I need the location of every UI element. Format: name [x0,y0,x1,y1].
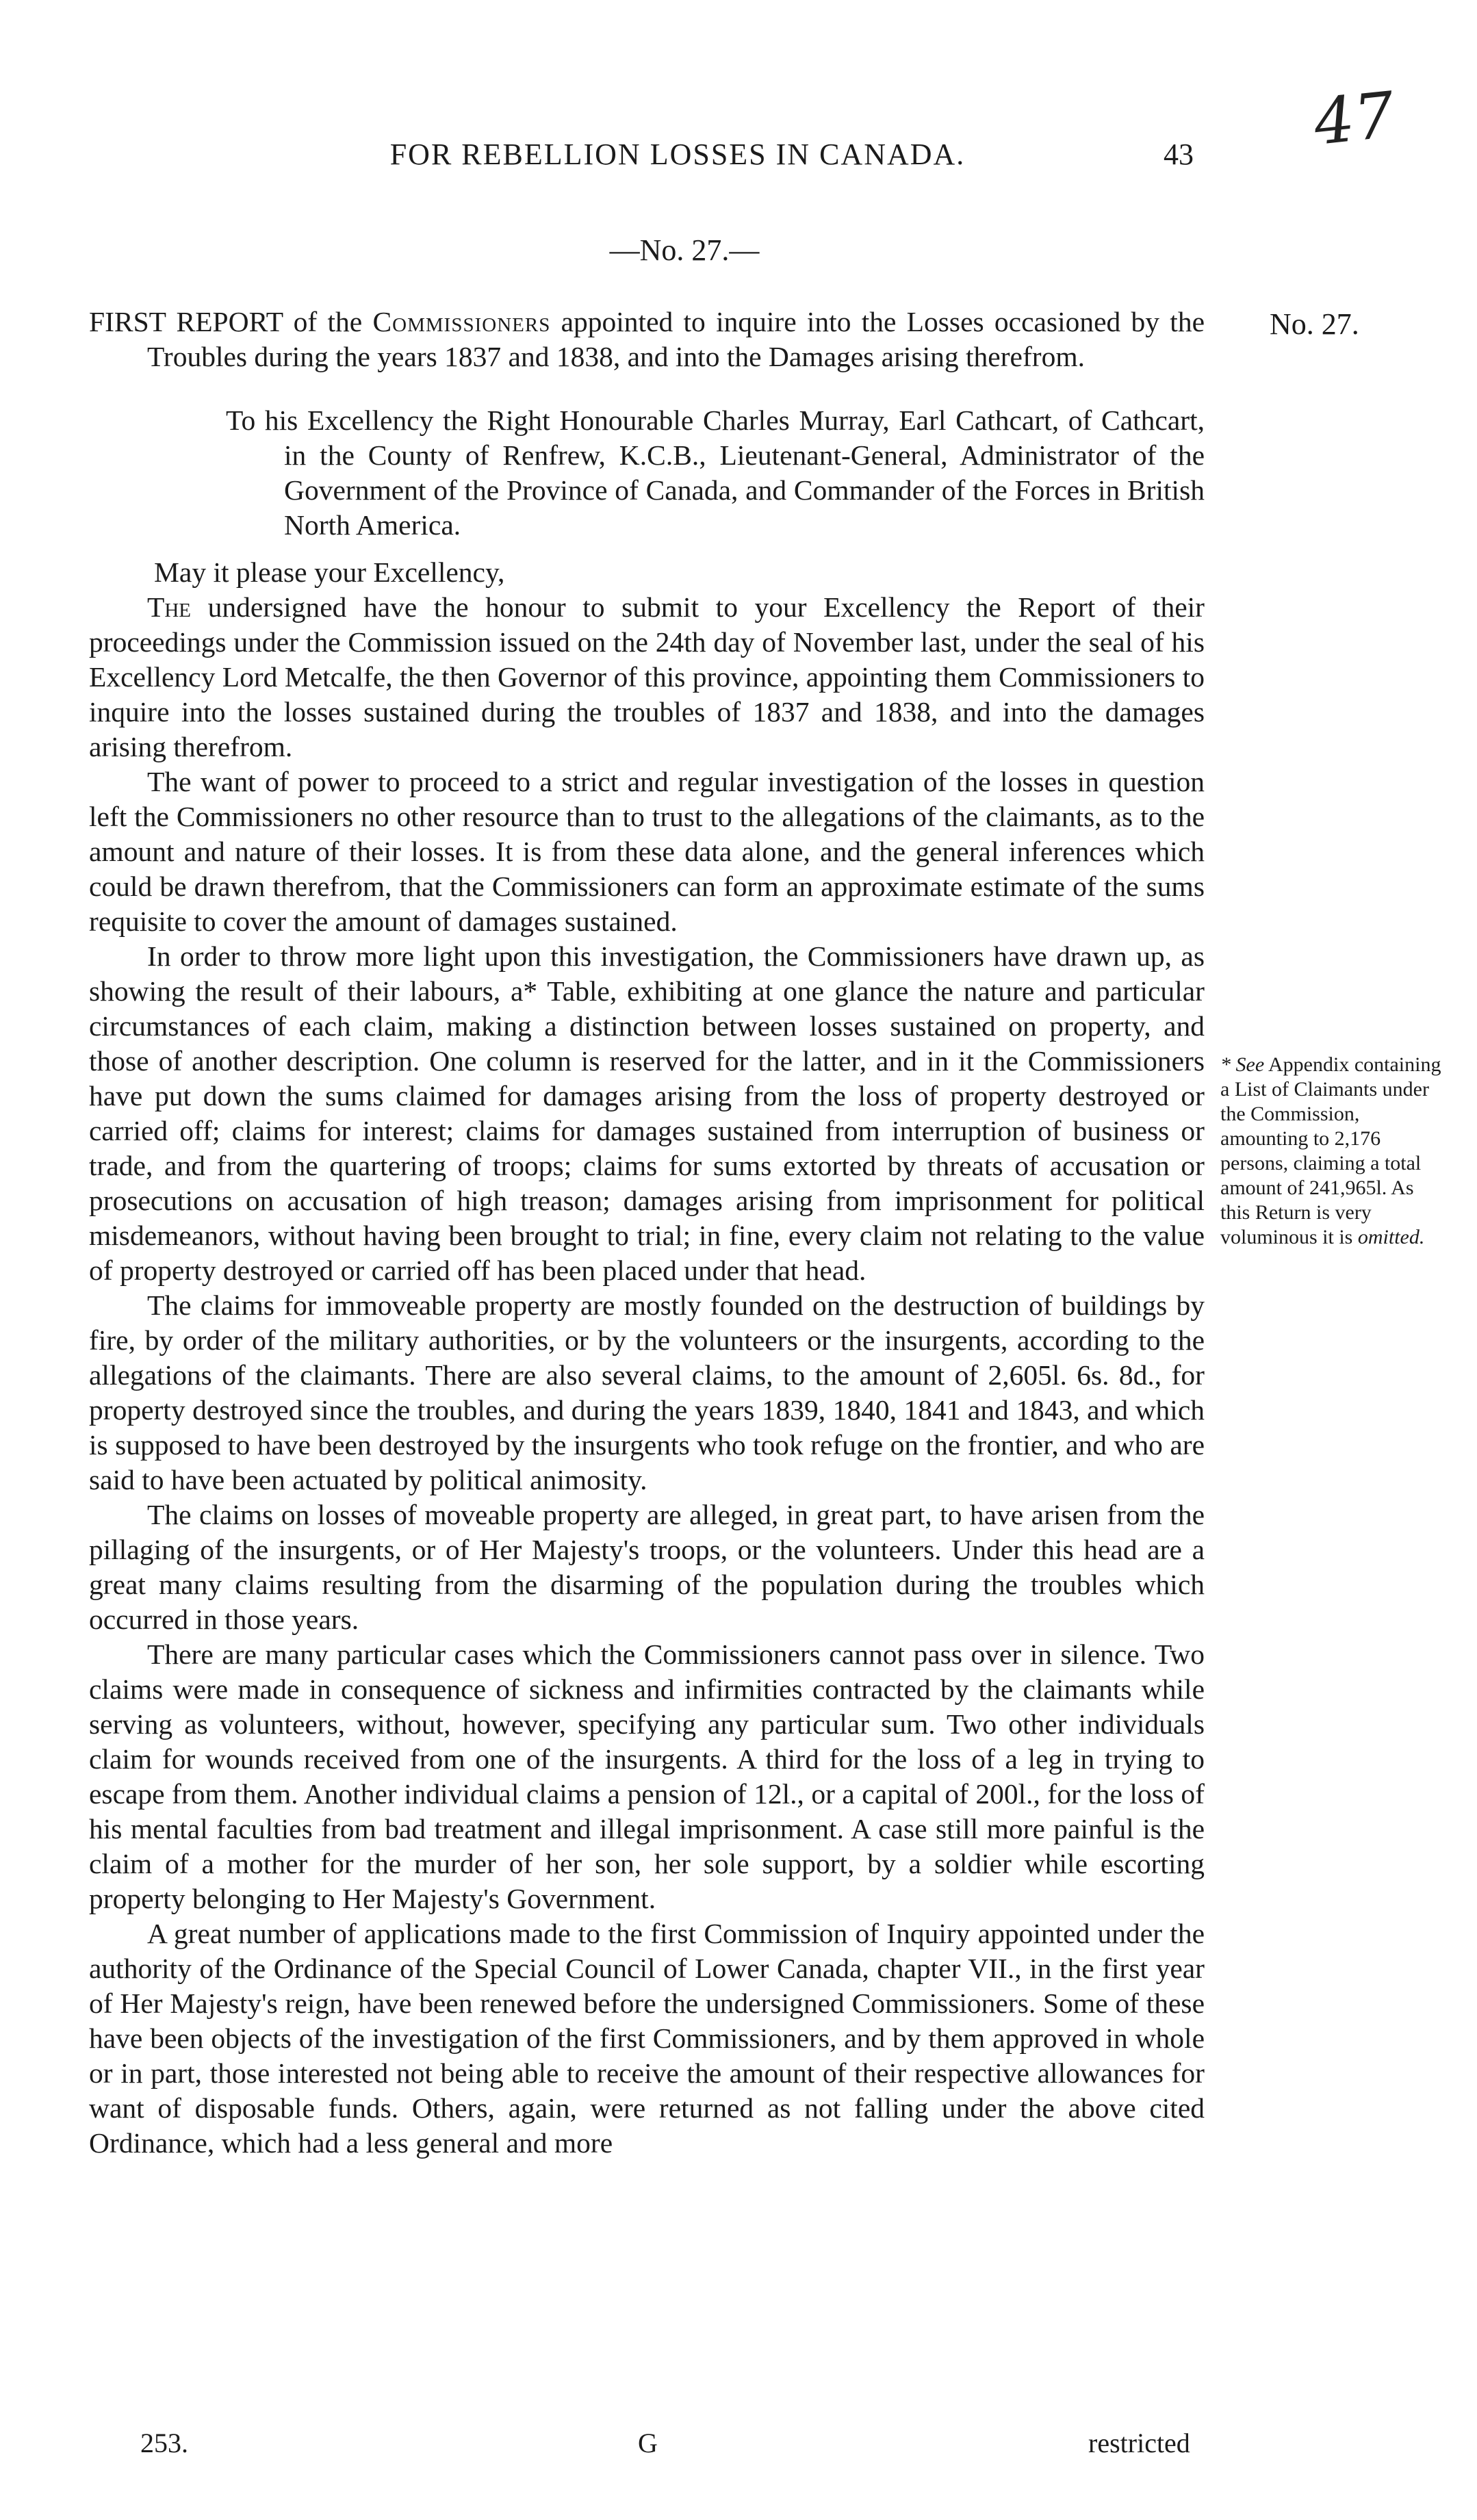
paragraph-2: The want of power to proceed to a strict and regular investigation of the losses in question left the Commissioners no other resource than to trust to the allegations of the claimants, as to the amount and nature of their losses. It is from these data alone, and the general inferences which could be drawn therefrom, that the Commissioners can form an approximate estimate of the sums requisite to cover the amount of damages sustained. [89,766,1205,937]
handwritten-folio-number: 47 [1310,78,1398,159]
printer-signature-number: 253. [140,2428,188,2458]
paragraph-1-lead: The [147,591,192,623]
margin-footnote-text: Appendix containing a List of Claimants under the Commission, amounting to 2,176 persons, claiming a total amount of 241,965l. As this Return is very voluminous it is [1220,1053,1441,1248]
report-title [89,305,1205,374]
paragraph-1-text: undersigned have the honour to submit to your Excellency the Report of their proceedings under the Commission issued on the 24th day of November last, under the seal of his Excellency Lord Metcalfe, the then Governor of this province, appointing them Commissioners to inquire into the losses sustained during the troubles of 1837 and 1838, and into the damages arising therefrom. [89,591,1205,762]
paragraph-5: The claims on losses of moveable property are alleged, in great part, to have arisen from the pillaging of the insurgents, or of Her Majesty's troops, or the volunteers. Under this head are a great many claims resulting from the disarming of the population during the troubles which occurred in those years. [89,1499,1205,1635]
margin-document-number: No. 27. [1270,307,1359,341]
paragraph-3: In order to throw more light upon this investigation, the Commissioners have drawn up, as showing the result of their labours, a* Table, exhibiting at one glance the nature and particular circumstances of each claim, making a distinction between losses sustained on property, and those of another description. One column is reserved for the latter, and in it the Commissioners have put down the sums claimed for damages arising from the loss of property destroyed or carried off; claims for interest; claims for damages sustained from interruption of business or trade, and from the quartering of troops; claims for sums extorted by threats of accusation or prosecutions on accusation of high treason; damages arising from imprisonment for political misdemeanors, without having been brought to trial; in fine, every claim not relating to the value of property destroyed or carried off has been placed under that head. [89,940,1205,1286]
salutation: May it please your Excellency, [154,556,505,588]
paragraph-7: A great number of applications made to the first Commission of Inquiry appointed under the authority of the Ordinance of the Special Council of Lower Canada, chapter VII., in the first year of Her Majesty's reign, have been renewed before the undersigned Commissioners. Some of these have been objects of the investigation of the first Commissioners, and by them approved in whole or in part, those interested not being able to receive the amount of their respective allowances for want of disposable funds. Others, again, were returned as not falling under the above cited Ordinance, which had a less general and more [89,1918,1205,2159]
address-block: To his Excellency the Right Honourable Charles Murray, Earl Cathcart, of Cathcart, in the County of Renfrew, K.C.B., Lieutenant-General, Administrator of the Government of the Province of Canada, and Commander of the Forces in British North America. [226,404,1205,541]
running-head: FOR REBELLION LOSSES IN CANADA. [389,138,966,171]
paragraph-6: There are many particular cases which the Commissioners cannot pass over in silence. Two claims were made in consequence of sickness and infirmities contracted by the claimants while serving as volunteers, without, however, specifying any particular sum. Two other individuals claim for wounds received from one of the insurgents. A third for the loss of a leg in trying to escape from them. Another individual claims a pension of 12l., or a capital of 200l., for the loss of his mental faculties from bad treatment and illegal imprisonment. A case still more painful is the claim of a mother for the murder of her son, her sole support, by a soldier while escorting property belonging to Her Majesty's Government. [89,1638,1205,1914]
report-title-lead: FIRST REPORT of the [89,306,363,337]
main-text-column [89,305,1205,2161]
paragraph-4: The claims for immoveable property are mostly founded on the destruction of buildings by fire, by order of the military authorities, or by the volunteers or the insurgents, according to the allegations of the claimants. There are also several claims, to the amount of 2,605l. 6s. 8d., for property destroyed since the troubles, and during the years 1839, 1840, 1841 and 1843, and which is supposed to have been destroyed by the insurgents who took refuge on the frontier, and who are said to have been actuated by political animosity. [89,1289,1205,1495]
page-number: 43 [1164,138,1194,171]
sheet-signature-letter: G [638,2428,658,2458]
margin-footnote [1220,1053,1446,1250]
margin-footnote-end: omitted. [1357,1226,1425,1248]
document-number: —No. 27.— [609,233,760,267]
report-title-commissioners: Commissioners [372,306,551,337]
margin-footnote-lead: * See [1220,1053,1265,1076]
catchword: restricted [1088,2428,1190,2458]
paragraph-1 [89,590,1205,764]
report-title-rest: appointed to inquire into the Losses occasioned by the Troubles during the years 1837 and 1838, and into the Damages arising therefrom. [147,306,1205,372]
